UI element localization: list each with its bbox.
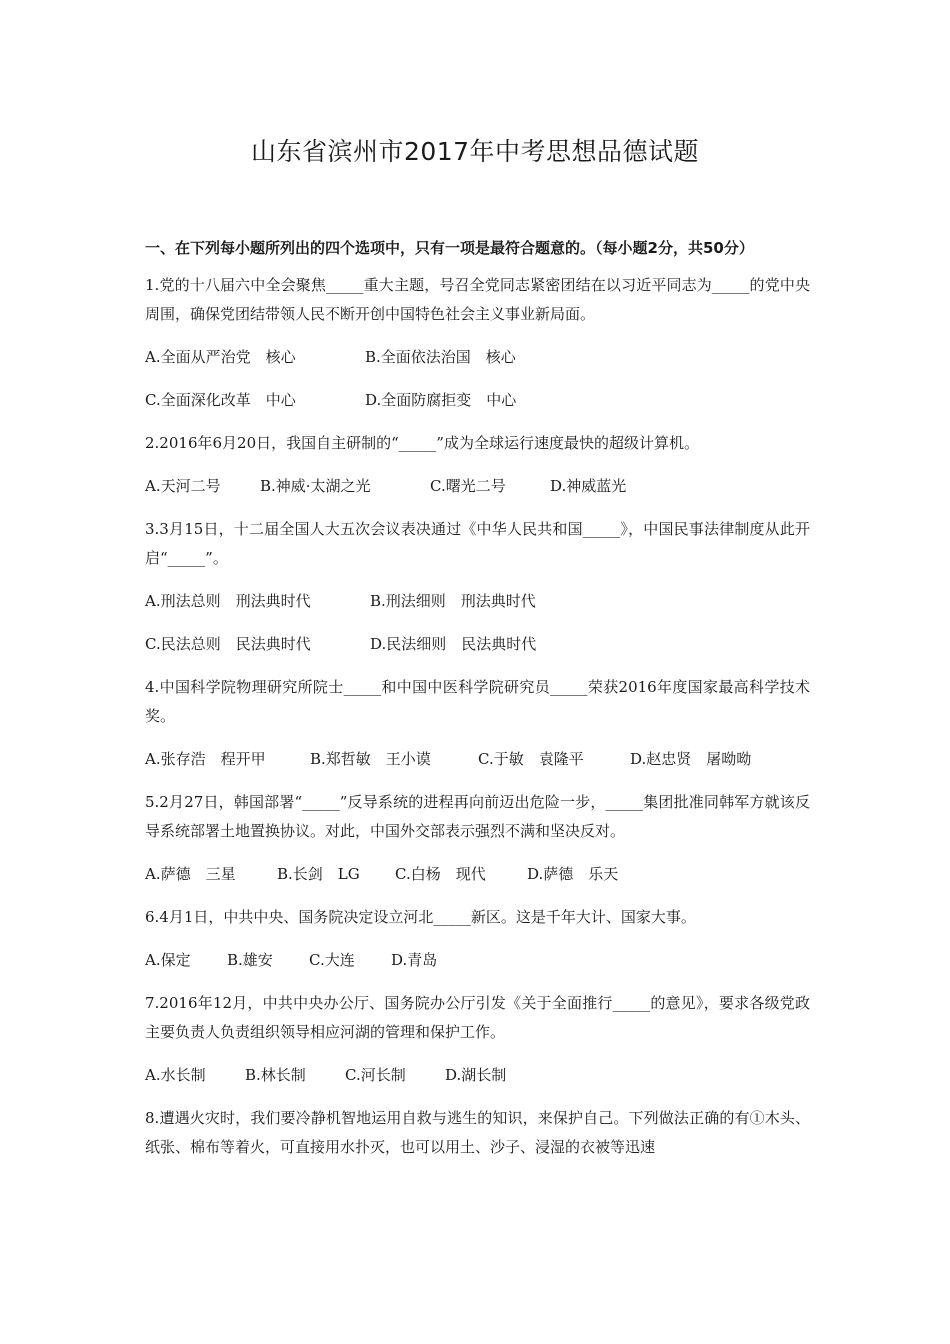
question-6-options-row-1 — [145, 946, 810, 975]
question-3-option-d: D.民法细则 民法典时代 — [370, 635, 537, 653]
question-6-stem: 6.4月1日，中共中央、国务院决定设立河北_____新区。这是千年大计、国家大事。 — [145, 908, 696, 926]
question-2-options-row-1 — [145, 472, 810, 501]
question-7-option-b: B.林长制 — [245, 1066, 306, 1084]
question-2-stem: 2.2016年6月20日，我国自主研制的“_____”成为全球运行速度最快的超级计算机。 — [145, 434, 699, 452]
question-3-option-b: B.刑法细则 刑法典时代 — [370, 592, 536, 610]
question-4-option-b: B.郑哲敏 王小谟 — [310, 750, 431, 768]
question-3-stem: 3.3月15日，十二届全国人大五次会议表决通过《中华人民共和国_____》，中国民事法律制度从此开启“_____”。 — [145, 520, 810, 567]
document-title: 山东省滨州市2017年中考思想品德试题 — [250, 137, 700, 166]
question-5-options-row-1 — [145, 860, 810, 889]
question-6-option-c: C.大连 — [309, 951, 355, 969]
question-6-option-d: D.青岛 — [391, 951, 438, 969]
question-1-option-a: A.全面从严治党 核心 — [145, 348, 296, 366]
question-4-options-row-1 — [145, 745, 810, 774]
question-1-stem: 1.党的十八届六中全会聚焦_____重大主题，号召全党同志紧密团结在以习近平同志为_____的党中央周围，确保党团结带领人民不断开创中国特色社会主义事业新局面。 — [145, 276, 810, 323]
question-5-option-a: A.萨德 三星 — [145, 865, 236, 883]
question-2-option-a: A.天河二号 — [145, 477, 221, 495]
question-1-options-row-2 — [145, 386, 810, 415]
question-4-stem: 4.中国科学院物理研究所院士_____和中国中医科学院研究员_____荣获2016年度国家最高科学技术奖。 — [145, 678, 810, 725]
question-4-option-d: D.赵忠贤 屠呦呦 — [630, 750, 752, 768]
question-7-stem: 7.2016年12月，中共中央办公厅、国务院办公厅引发《关于全面推行_____的意见》，要求各级党政主要负责人负责组织领导相应河湖的管理和保护工作。 — [145, 994, 810, 1041]
question-3-options-row-2 — [145, 630, 810, 659]
question-2-option-d: D.神威蓝光 — [550, 477, 627, 495]
question-2-option-b: B.神威·太湖之光 — [260, 477, 371, 495]
question-1-options-row-1 — [145, 343, 810, 372]
question-2-option-c: C.曙光二号 — [430, 477, 506, 495]
question-6-option-a: A.保定 — [145, 951, 191, 969]
question-4-option-a: A.张存浩 程开甲 — [145, 750, 266, 768]
question-3-option-a: A.刑法总则 刑法典时代 — [145, 592, 311, 610]
question-5-option-b: B.长剑 LG — [277, 865, 360, 883]
question-7-option-c: C.河长制 — [345, 1066, 406, 1084]
question-1-option-d: D.全面防腐拒变 中心 — [365, 391, 517, 409]
question-3-options-row-1 — [145, 587, 810, 616]
document-body — [145, 234, 810, 1176]
question-3-option-c: C.民法总则 民法典时代 — [145, 635, 311, 653]
question-6-option-b: B.雄安 — [227, 951, 273, 969]
section-heading: 一、在下列每小题所列出的四个选项中，只有一项是最符合题意的。（每小题2分，共50分） — [145, 239, 754, 257]
question-1-option-b: B.全面依法治国 核心 — [365, 348, 516, 366]
question-8-stem: 8.遭遇火灾时，我们要冷静机智地运用自救与逃生的知识，来保护自己。下列做法正确的有①木头、纸张、棉布等着火，可直接用水扑灭，也可以用土、沙子、浸湿的衣被等迅速 — [145, 1109, 810, 1156]
question-1-option-c: C.全面深化改革 中心 — [145, 391, 296, 409]
question-4-option-c: C.于敏 袁隆平 — [478, 750, 584, 768]
question-5-stem: 5.2月27日，韩国部署“_____”反导系统的进程再向前迈出危险一步，_____集团批准同韩军方就该反导系统部署土地置换协议。对此，中国外交部表示强烈不满和坚决反对。 — [145, 793, 810, 840]
question-7-option-a: A.水长制 — [145, 1066, 206, 1084]
question-7-option-d: D.湖长制 — [445, 1066, 507, 1084]
question-5-option-c: C.白杨 现代 — [395, 865, 486, 883]
question-7-options-row-1 — [145, 1061, 810, 1090]
question-5-option-d: D.萨德 乐天 — [527, 865, 619, 883]
